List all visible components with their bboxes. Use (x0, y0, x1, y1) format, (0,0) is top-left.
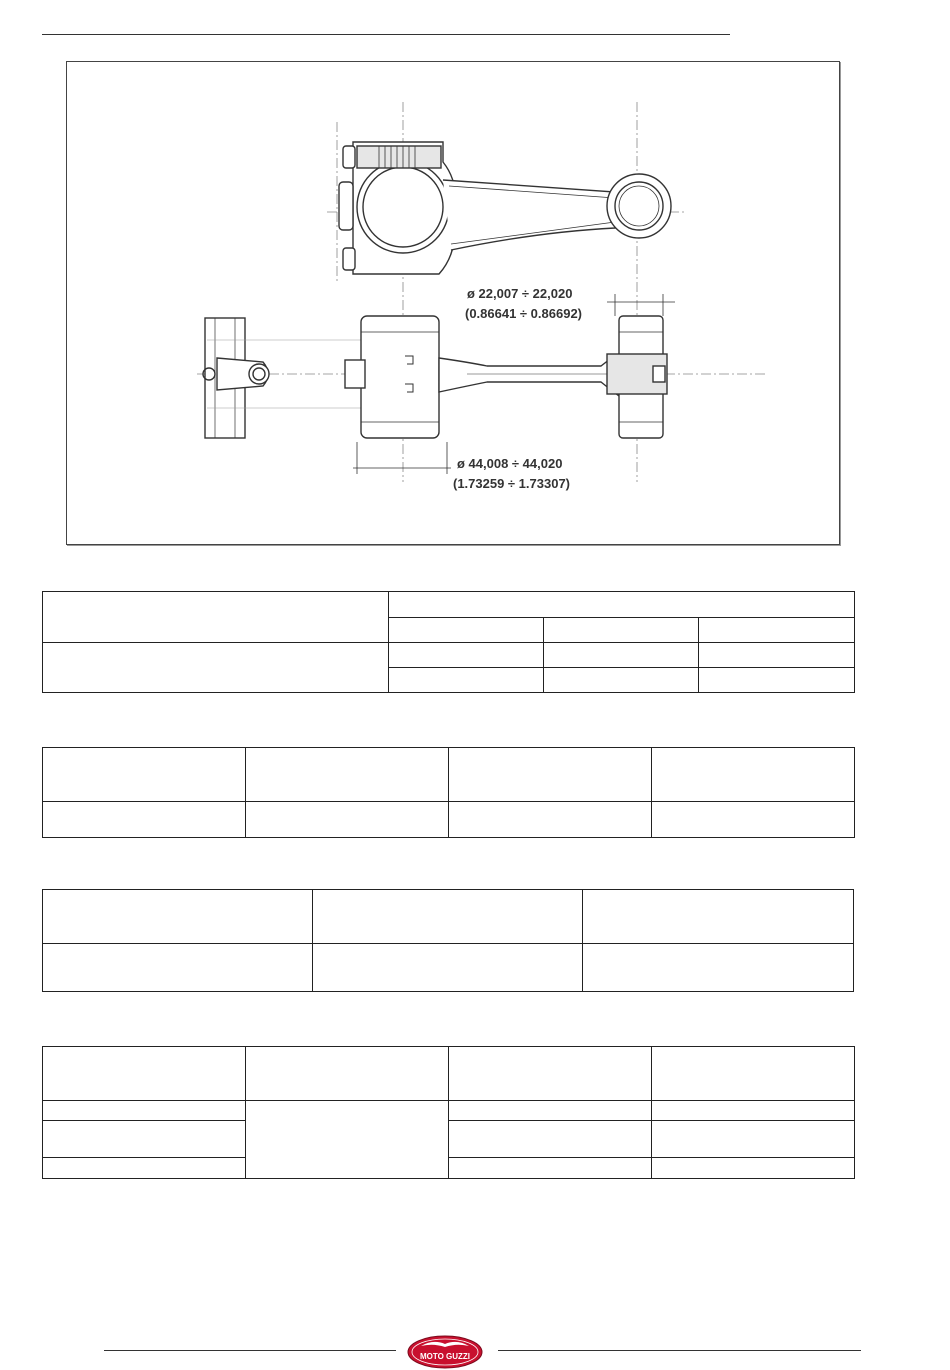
table-cell (43, 944, 313, 992)
shank-top-view (443, 180, 615, 250)
spec-table-1 (42, 591, 855, 693)
table-cell (449, 802, 652, 838)
small-end-dimension-metric: ø 22,007 ÷ 22,020 (467, 286, 573, 301)
small-end-top-view (607, 174, 671, 238)
table1-row-label (43, 643, 389, 693)
table1-header-group (389, 592, 855, 618)
table-merged-cell (246, 1101, 449, 1179)
table-cell (313, 944, 583, 992)
footer-rule-right (498, 1350, 861, 1351)
table-cell (389, 668, 544, 693)
rod-front-view (345, 316, 667, 438)
table-cell (43, 802, 246, 838)
table-header-cell (43, 890, 313, 944)
end-side-view (203, 318, 363, 438)
table-header-cell (652, 748, 855, 802)
table-cell (43, 1158, 246, 1179)
table-cell (246, 802, 449, 838)
connecting-rod-drawing (67, 62, 839, 544)
table-header-cell (449, 748, 652, 802)
table-cell (652, 1158, 855, 1179)
table-header-cell (652, 1047, 855, 1101)
moto-guzzi-logo (407, 1333, 483, 1369)
svg-text:MOTO GUZZI: MOTO GUZZI (419, 1352, 471, 1361)
table-header-cell (43, 1047, 246, 1101)
big-end-top-view (339, 142, 456, 274)
big-end-dimension-imperial: (1.73259 ÷ 1.73307) (453, 476, 570, 491)
table-cell (699, 618, 855, 643)
table-cell (43, 1121, 246, 1158)
table-cell (699, 668, 855, 693)
table-header-cell (449, 1047, 652, 1101)
header-rule (42, 34, 730, 35)
table1-header-label (43, 592, 389, 643)
table-header-cell (246, 748, 449, 802)
footer-rule-left (104, 1350, 396, 1351)
table-cell (449, 1121, 652, 1158)
table-header-cell (246, 1047, 449, 1101)
small-end-dimension-imperial: (0.86641 ÷ 0.86692) (465, 306, 582, 321)
table-cell (389, 618, 544, 643)
table-cell (652, 802, 855, 838)
table-cell (583, 944, 854, 992)
table-cell (699, 643, 855, 668)
table-header-cell (583, 890, 854, 944)
table-cell (544, 618, 699, 643)
table-cell (544, 668, 699, 693)
table-cell (449, 1158, 652, 1179)
table-cell (652, 1121, 855, 1158)
spec-table-4 (42, 1046, 855, 1179)
spec-table-3 (42, 889, 854, 992)
table-cell (43, 1101, 246, 1121)
connecting-rod-figure (66, 61, 840, 545)
table-header-cell (43, 748, 246, 802)
table-cell (652, 1101, 855, 1121)
big-end-dimension-metric: ø 44,008 ÷ 44,020 (457, 456, 563, 471)
spec-table-2 (42, 747, 855, 838)
table-cell (389, 643, 544, 668)
table-header-cell (313, 890, 583, 944)
table-cell (544, 643, 699, 668)
table-cell (449, 1101, 652, 1121)
